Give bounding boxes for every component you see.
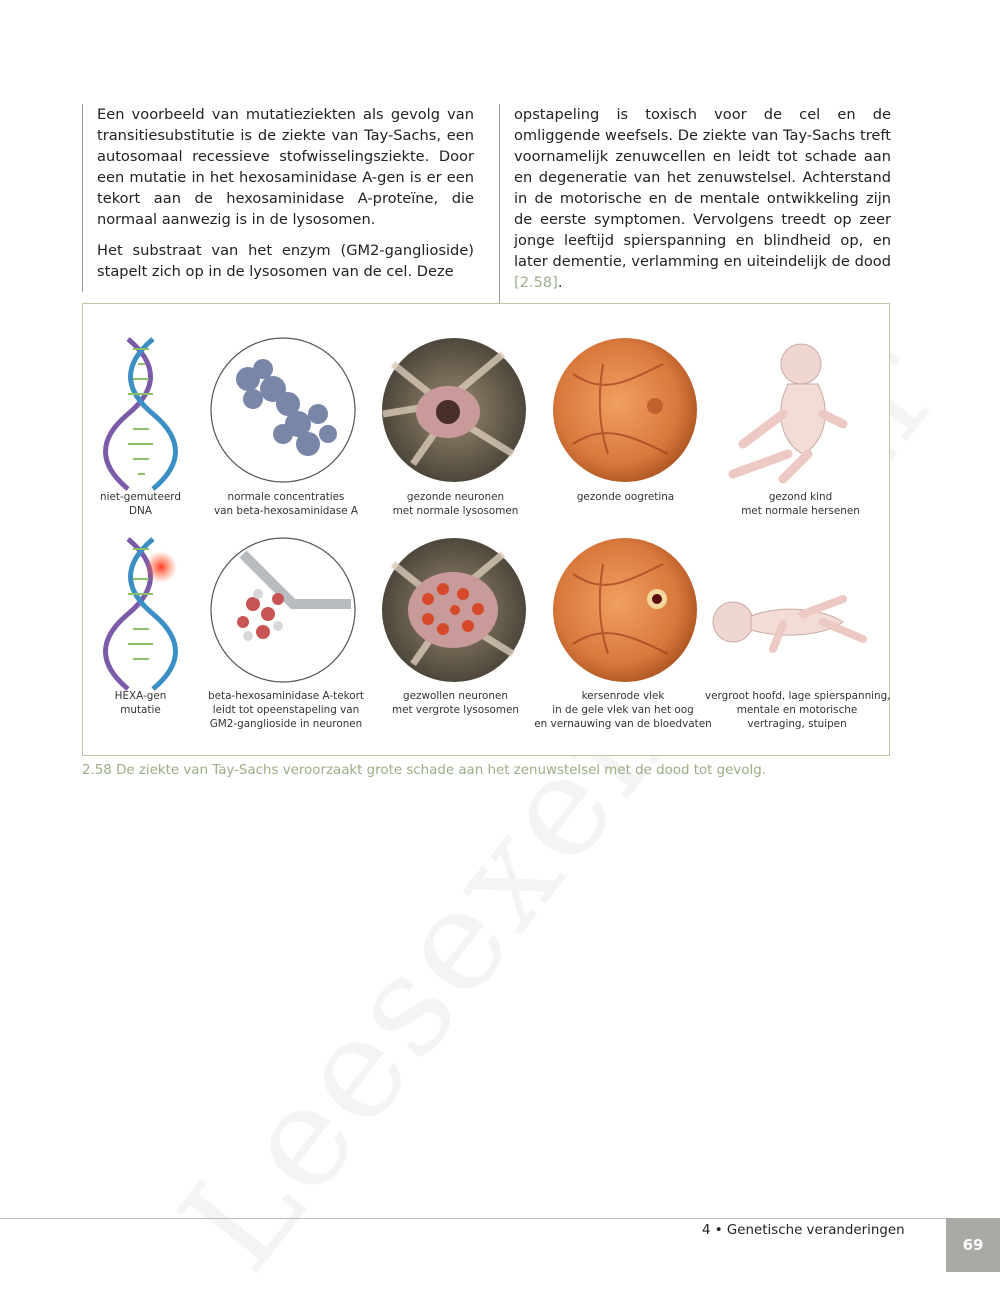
figure-tay-sachs — [82, 303, 890, 756]
label-hexa-mutation: HEXA-gen mutatie — [114, 690, 167, 716]
label-healthy-child: gezond kind met normale hersenen — [741, 491, 860, 517]
affected-child-icon — [713, 599, 863, 649]
healthy-neuron-icon — [382, 338, 526, 482]
figure-caption: 2.58 De ziekte van Tay-Sachs veroorzaakt grote schade aan het zenuwstelsel met de dood tot gevolg. — [82, 763, 767, 778]
healthy-child-icon — [733, 344, 843, 479]
mutated-dna-helix-icon — [106, 539, 178, 689]
figure-reference-link[interactable]: [2.58] — [514, 274, 558, 291]
label-normal-enzyme: normale concentraties van beta-hexosaminidase A — [213, 491, 358, 517]
label-normal-dna: niet-gemuteerd DNA — [100, 491, 181, 517]
paragraph-text: opstapeling is toxisch voor de cel en de omliggende weefsels. De ziekte van Tay-Sachs treft voornamelijk zenuwcellen en leidt tot schade aan en degeneratie van het zenuwstelsel. Achterstand in de motorische en de mentale ontwikkeling zijn de eerste symptomen. Vervolgens treedt op zeer jonge leeftijd spierspanning en blindheid op, en later dementie, verlamming en uiteindelijk de dood — [514, 106, 891, 270]
enzyme-molecule-icon — [211, 338, 355, 482]
swollen-neuron-icon — [382, 538, 526, 682]
ganglioside-accumulation-icon — [211, 538, 355, 682]
text-column-right — [499, 104, 891, 303]
footer-chapter-title: 4 • Genetische veranderingen — [702, 1223, 905, 1238]
dna-helix-icon — [106, 339, 176, 489]
label-cherry-red-spot: kersenrode vlek in de gele vlek van het oog en vernauwing van de bloedvaten — [534, 690, 712, 730]
figure-illustrations — [83, 304, 889, 755]
paragraph — [514, 104, 891, 293]
paragraph: Een voorbeeld van mutatieziekten als gevolg van transitiesubstitutie is de ziekte van Tay-Sachs, een autosomaal recessieve stofwisselingsziekte. Door een mutatie in het hexosaminidase A-gen is er een tekort aan de hexosaminidase A-proteïne, die normaal aanwezig is in de lysosomen. — [97, 106, 474, 228]
label-swollen-neurons: gezwollen neuronen met vergrote lysosomen — [392, 690, 519, 716]
label-healthy-neurons: gezonde neuronen met normale lysosomen — [392, 491, 519, 517]
label-healthy-retina: gezonde oogretina — [576, 491, 675, 503]
page-number: 69 — [946, 1218, 1000, 1272]
label-enzyme-deficiency: beta-hexosaminidase A-tekort leidt tot opeenstapeling van GM2-ganglioside in neuronen — [208, 690, 364, 730]
text-column-left — [82, 104, 474, 292]
cherry-red-spot-retina-icon — [553, 538, 697, 682]
healthy-retina-icon — [553, 338, 697, 482]
label-affected-child: vergroot hoofd, lage spierspanning, mentale en motorische vertraging, stuipen — [705, 690, 891, 730]
paragraph: Het substraat van het enzym (GM2-ganglioside) stapelt zich op in de lysosomen van de cel. Deze — [97, 242, 474, 280]
footer-divider — [0, 1218, 946, 1219]
paragraph-end: . — [557, 274, 563, 291]
